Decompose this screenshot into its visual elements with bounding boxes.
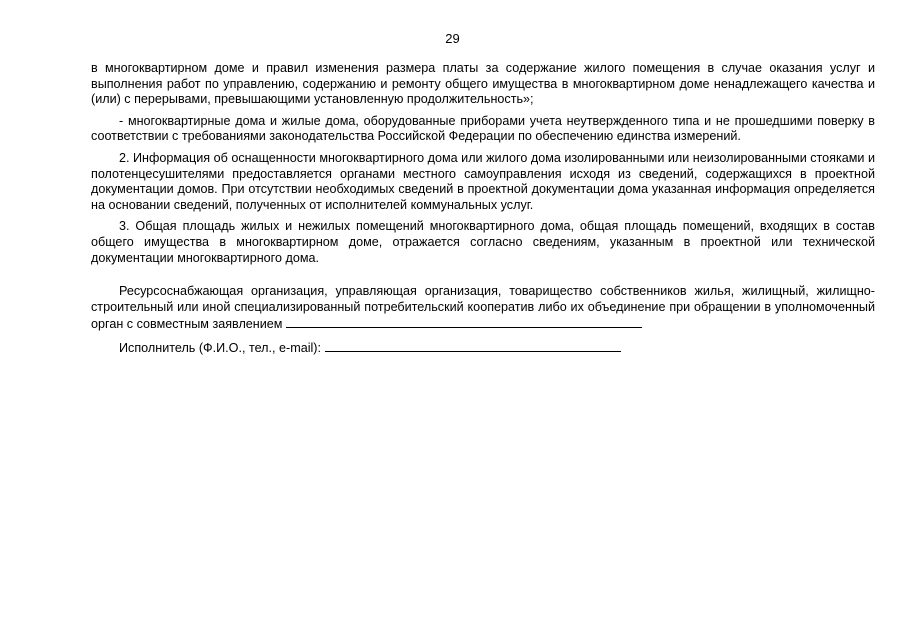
- paragraph-joint-statement: [91, 284, 875, 333]
- joint-statement-text: Ресурсоснабжающая организация, управляющая организация, товарищество собственников жилья, жилищный, жилищно-строительный или иной специализированный потребительский кооператив либо их объединение при обращении в уполномоченный орган с совместным заявлением: [91, 284, 875, 332]
- paragraph-executor: [91, 339, 875, 357]
- executor-label: Исполнитель (Ф.И.О., тел., e-mail):: [119, 340, 322, 355]
- paragraph-item-2: 2. Информация об оснащенности многоквартирного дома или жилого дома изолированными или неизолированными стояками и полотенцесушителями предоставляется органами местного самоуправления исходя из сведений, содержащихся в проектной документации домов. При отсутствии необходимых сведений в проектной документации дома указанная информация определяется на основании сведений, полученных от исполнителей коммунальных услуг.: [91, 150, 875, 212]
- page-number: 29: [445, 31, 460, 46]
- paragraph-list-item: - многоквартирные дома и жилые дома, оборудованные приборами учета неутвержденного типа и не прошедшими поверку в соответствии с требованиями законодательства Российской Федерации по обеспечению единства измерений.: [91, 113, 875, 144]
- executor-blank-line: [325, 339, 621, 352]
- paragraph-item-3: 3. Общая площадь жилых и нежилых помещений многоквартирного дома, общая площадь помещений, входящих в состав общего имущества в многоквартирном доме, отражается согласно сведениям, указанным в проектной или технической документации многоквартирного дома.: [91, 219, 875, 265]
- document-body: [91, 61, 875, 363]
- paragraph-continuation: в многоквартирном доме и правил изменения размера платы за содержание жилого помещения в случае оказания услуг и выполнения работ по управлению, содержанию и ремонту общего имущества в многоквартирном доме ненадлежащего качества и (или) с перерывами, превышающими установленную продолжительность»;: [91, 61, 875, 107]
- joint-statement-blank-line: [286, 315, 642, 328]
